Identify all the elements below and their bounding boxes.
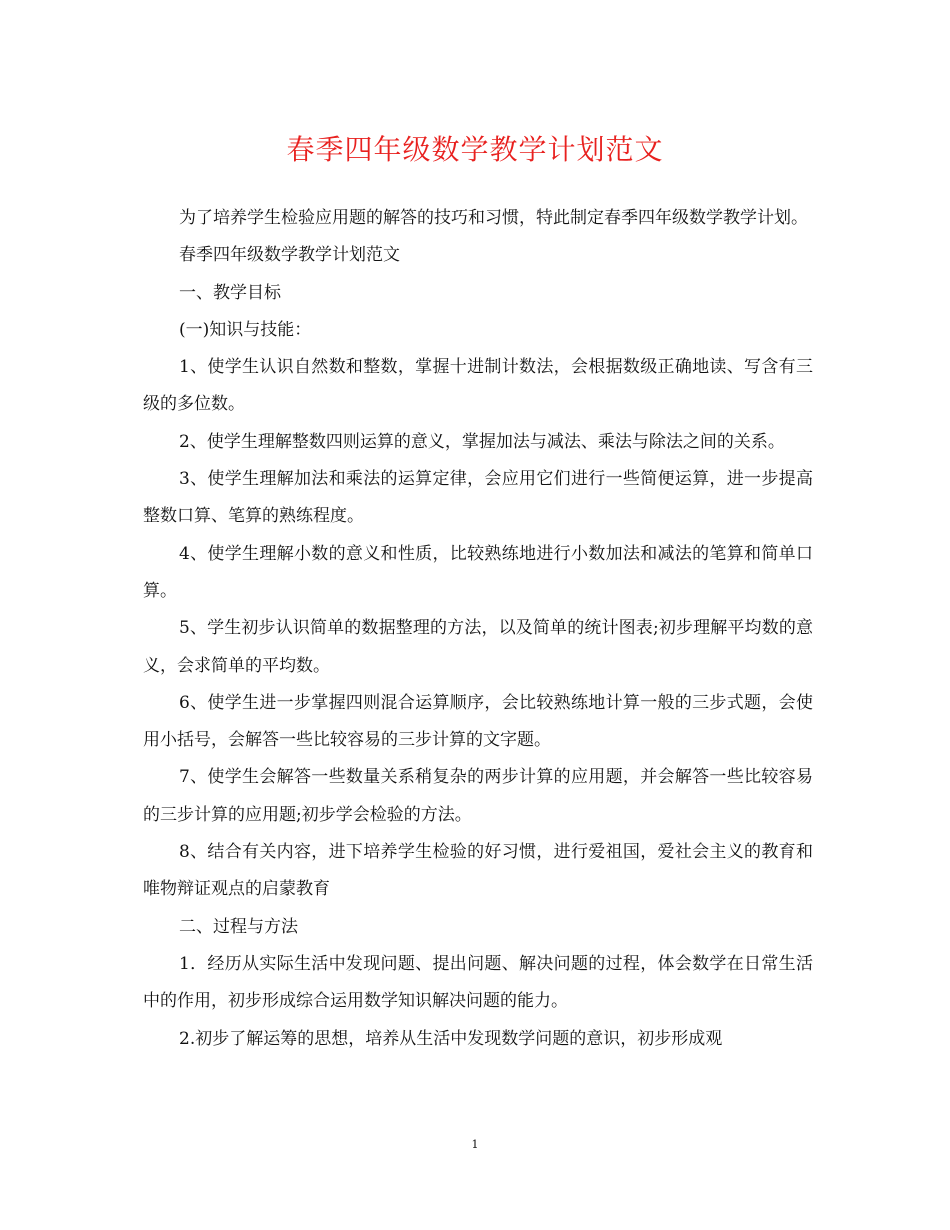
- section-heading-teaching-goals: 一、教学目标: [179, 282, 281, 303]
- paragraph-intro: 为了培养学生检验应用题的解答的技巧和习惯，特此制定春季四年级数学教学计划。: [179, 208, 808, 228]
- list-item-goal-7: 7、使学生会解答一些数量关系稍复杂的两步计算的应用题，并会解答一些比较容易的三步计算的应用题;初步学会检验的方法。: [143, 767, 813, 825]
- list-item-process-2: 2.初步了解运筹的思想，培养从生活中发现数学问题的意识，初步形成观: [179, 1028, 723, 1049]
- list-item-goal-8: 8、结合有关内容，进下培养学生检验的好习惯，进行爱祖国，爱社会主义的教育和唯物辩证观点的启蒙教育: [143, 842, 813, 900]
- list-item-goal-2: 2、使学生理解整数四则运算的意义，掌握加法与减法、乘法与除法之间的关系。: [179, 431, 785, 452]
- list-item-goal-5: 5、学生初步认识简单的数据整理的方法，以及简单的统计图表;初步理解平均数的意义，会求简单的平均数。: [143, 618, 813, 676]
- list-item-goal-3: 3、使学生理解加法和乘法的运算定律，会应用它们进行一些简便运算，进一步提高整数口算、笔算的熟练程度。: [143, 469, 813, 527]
- document-title: 春季四年级数学教学计划范文: [286, 133, 664, 166]
- list-item-goal-6: 6、使学生进一步掌握四则混合运算顺序，会比较熟练地计算一般的三步式题，会使用小括号，会解答一些比较容易的三步计算的文字题。: [143, 692, 813, 751]
- list-item-goal-4: 4、使学生理解小数的意义和性质，比较熟练地进行小数加法和减法的笔算和简单口算。: [143, 543, 813, 601]
- section-heading-process-methods: 二、过程与方法: [179, 916, 298, 937]
- document-body: [143, 200, 813, 1058]
- list-item-goal-1: 1、使学生认识自然数和整数，掌握十进制计数法，会根据数级正确地读、写含有三级的多位数。: [143, 357, 813, 415]
- page-number: 1: [471, 1138, 479, 1151]
- subsection-heading-knowledge-skills: (一)知识与技能：: [179, 319, 312, 340]
- list-item-process-1: 1．经历从实际生活中发现问题、提出问题、解决问题的过程，体会数学在日常生活中的作用，初步形成综合运用数学知识解决问题的能力。: [143, 953, 813, 1012]
- paragraph-subtitle: 春季四年级数学教学计划范文: [179, 245, 400, 266]
